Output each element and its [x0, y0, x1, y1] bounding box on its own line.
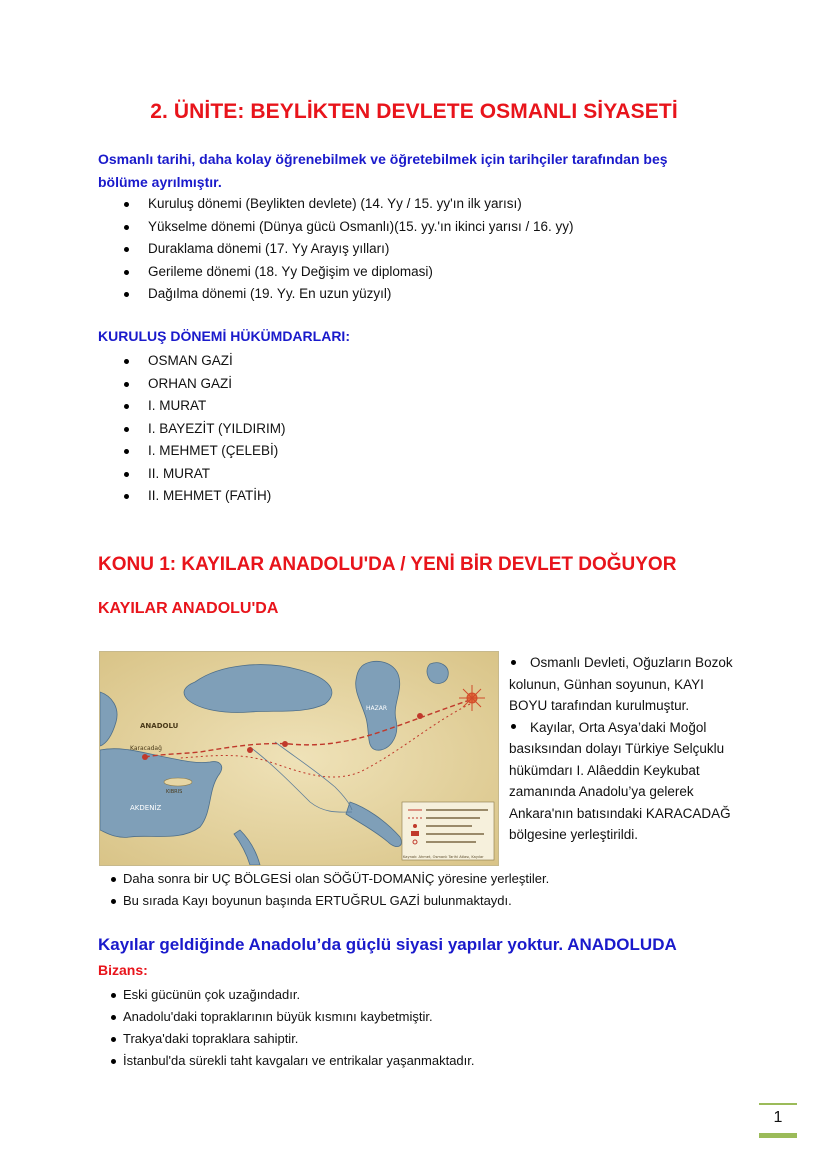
after-map-list	[99, 868, 739, 912]
list-item: OSMAN GAZİ	[98, 350, 738, 373]
page-number-top-rule	[759, 1103, 797, 1105]
unit-title: 2. ÜNİTE: BEYLİKTEN DEVLETE OSMANLI SİYASETİ	[150, 100, 678, 123]
page-number-box	[759, 1103, 797, 1137]
list-item: I. BAYEZİT (YILDIRIM)	[98, 418, 738, 441]
list-item: Bu sırada Kayı boyunun başında ERTUĞRUL GAZİ bulunmaktaydı.	[99, 890, 739, 912]
list-item: İstanbul'da sürekli taht kavgaları ve entrikalar yaşanmaktadır.	[99, 1050, 739, 1072]
list-item: I. MURAT	[98, 395, 738, 418]
page-number-bottom-rule	[759, 1133, 797, 1138]
list-item: II. MURAT	[98, 463, 738, 486]
map-marker	[417, 713, 423, 719]
list-item: Anadolu'daki topraklarının büyük kısmını kaybetmiştir.	[99, 1006, 739, 1028]
side-paragraph-text: Kayılar, Orta Asya’daki Moğol basıksından dolayı Türkiye Selçuklu hükümdarı I. Alâeddin Keykubat zamanında Anadolu’ya gelerek Ankara'nın batısındaki KARACADAĞ bölgesine yerleştirildi.	[509, 719, 731, 842]
list-item: Yükselme dönemi (Dünya gücü Osmanlı)(15. yy.'ın ikinci yarısı / 16. yy)	[98, 216, 738, 239]
aral-sea	[427, 663, 448, 684]
section-heading: KAYILAR ANADOLU'DA	[98, 600, 279, 617]
list-item: II. MEHMET (FATİH)	[98, 485, 738, 508]
konu-heading: KONU 1: KAYILAR ANADOLU'DA / YENİ BİR DEVLET DOĞUYOR	[98, 554, 677, 575]
map-side-text	[509, 652, 737, 846]
list-item: Daha sonra bir UÇ BÖLGESİ olan SÖĞÜT-DOMANİÇ yöresine yerleştiler.	[99, 868, 739, 890]
rulers-heading: KURULUŞ DÖNEMİ HÜKÜMDARLARI:	[98, 328, 350, 344]
list-item: I. MEHMET (ÇELEBİ)	[98, 440, 738, 463]
list-item: Duraklama dönemi (17. Yy Arayış yılları)	[98, 238, 738, 261]
bizans-heading: Bizans:	[98, 962, 148, 978]
map-marker	[142, 754, 148, 760]
migration-map-graphic	[100, 652, 498, 865]
map-label-caspian: HAZAR	[366, 705, 387, 712]
list-item: Dağılma dönemi (19. Yy. En uzun yüzyıl)	[98, 283, 738, 306]
intro-paragraph: Osmanlı tarihi, daha kolay öğrenebilmek ve öğretebilmek için tarihçiler tarafından beş bölüme ayrılmıştır.	[98, 151, 668, 190]
map-marker	[247, 747, 253, 753]
map-label-cyprus: KIBRIS	[166, 789, 183, 795]
list-item: Gerileme dönemi (18. Yy Değişim ve diplomasi)	[98, 261, 738, 284]
side-paragraph-text: Osmanlı Devleti, Oğuzların Bozok kolunun, Günhan soyunun, KAYI BOYU tarafından kurulmuştur.	[509, 655, 733, 713]
list-item: Eski gücünün çok uzağındadır.	[99, 984, 739, 1006]
bullet-icon	[511, 724, 516, 729]
side-paragraph	[509, 717, 737, 846]
side-paragraph	[509, 652, 737, 717]
map-label-mediterranean: AKDENİZ	[130, 804, 162, 812]
list-item: ORHAN GAZİ	[98, 373, 738, 396]
page-number: 1	[773, 1109, 783, 1126]
map-caption: Kaynak: Ahmet, Osmanlı Tarihi Atlası, Kayılar	[403, 855, 484, 859]
periods-list	[98, 193, 738, 306]
bullet-icon	[511, 660, 516, 665]
list-item: Trakya'daki topraklara sahiptir.	[99, 1028, 739, 1050]
cyprus-island	[164, 778, 192, 786]
rulers-list	[98, 350, 738, 508]
list-item: Kuruluş dönemi (Beylikten devlete) (14. Yy / 15. yy'ın ilk yarısı)	[98, 193, 738, 216]
anadolu-heading: Kayılar geldiğinde Anadolu’da güçlü siyasi yapılar yoktur. ANADOLUDA	[98, 935, 677, 954]
map-marker	[282, 741, 288, 747]
map-label-karacadag: Karacadağ	[130, 745, 162, 752]
map-legend	[402, 802, 494, 860]
map-label-anatolia: ANADOLU	[140, 722, 179, 730]
bizans-list	[99, 984, 739, 1072]
migration-map	[99, 651, 499, 866]
